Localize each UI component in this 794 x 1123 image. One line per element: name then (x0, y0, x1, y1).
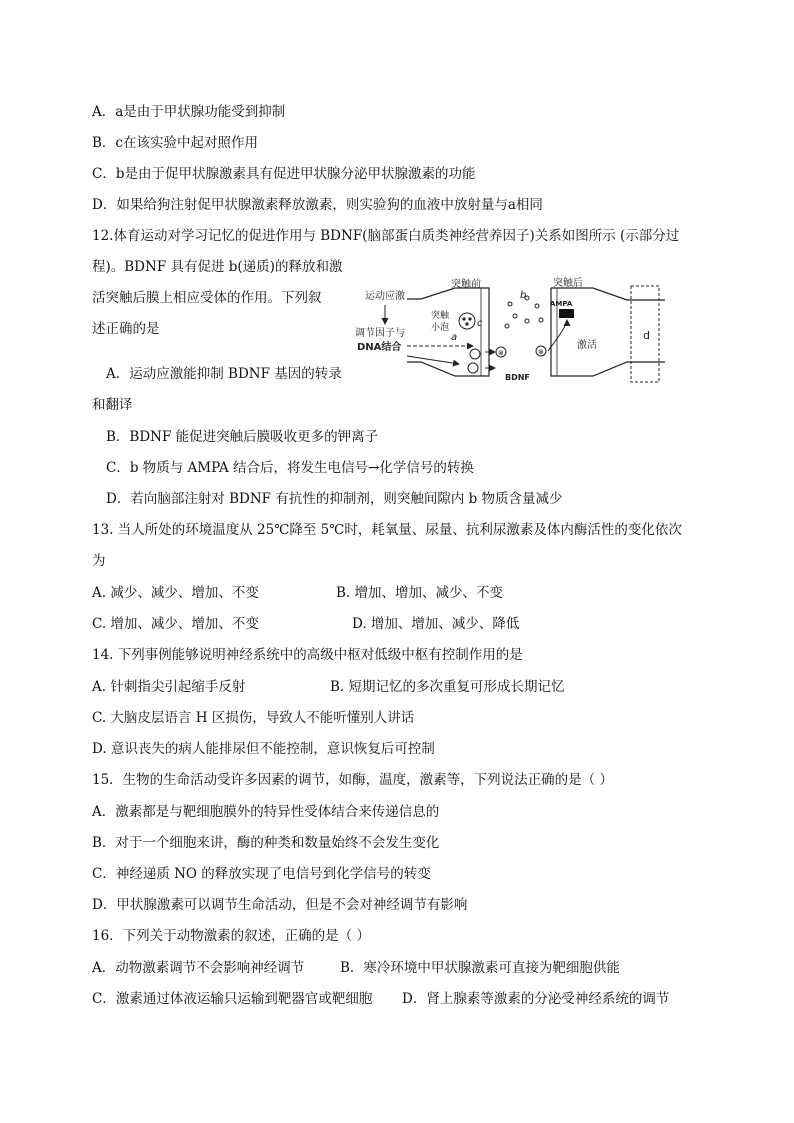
label-d: d (643, 329, 650, 342)
q11-option-c: C．b是由于促甲状腺激素具有促进甲状腺分泌甲状腺激素的功能 (92, 166, 476, 182)
q14-stem: 14. 下列事例能够说明神经系统中的高级中枢对低级中枢有控制作用的是 (92, 647, 523, 663)
q12-stem-line1: 12.体育运动对学习记忆的促进作用与 BDNF(脑部蛋白质类神经营养因子)关系如图所示 (示部分过 (92, 228, 680, 244)
label-b: b (520, 290, 527, 301)
q12-stem-line2: 程)。BDNF 具有促进 b(递质)的释放和激 (92, 259, 343, 275)
q12-option-a-line1: A．运动应激能抑制 BDNF 基因的转录 (106, 366, 342, 382)
label-exercise-stress: 运动应激 (365, 291, 405, 302)
label-a: a (451, 332, 458, 343)
label-c: c (477, 318, 483, 329)
q15-option-b: B．对于一个细胞来讲，酶的种类和数量始终不会发生变化 (92, 835, 440, 851)
label-ampa: AMPA (550, 300, 573, 308)
q14-option-a: A. 针刺指尖引起缩手反射 (92, 679, 246, 695)
q15-option-c: C．神经递质 NO 的释放实现了电信号到化学信号的转变 (92, 866, 431, 882)
q16-option-a: A．动物激素调节不会影响神经调节 (92, 960, 305, 976)
q11-option-d: D．如果给狗注射促甲状腺激素释放激素，则实验狗的血液中放射量与a相同 (92, 197, 543, 213)
q13-option-a: A. 减少、减少、增加、不变 (92, 585, 259, 601)
q16-option-c: C．激素通过体液运输只运输到靶器官或靶细胞 (92, 991, 373, 1007)
q12-option-a-line2: 和翻译 (92, 397, 133, 413)
q14-option-d: D. 意识丧失的病人能排尿但不能控制，意识恢复后可控制 (92, 741, 435, 757)
q14-option-c: C. 大脑皮层语言 H 区损伤，导致人不能听懂别人讲话 (92, 710, 415, 726)
q15-option-d: D．甲状腺激素可以调节生命活动，但是不会对神经调节有影响 (92, 897, 468, 913)
q12-option-b: B．BDNF 能促进突触后膜吸收更多的钾离子 (106, 429, 379, 445)
q12-option-c: C．b 物质与 AMPA 结合后，将发生电信号→化学信号的转换 (106, 460, 474, 476)
q13-option-c: C. 增加、减少、增加、不变 (92, 616, 259, 632)
q16-stem: 16．下列关于动物激素的叙述，正确的是（ ） (92, 928, 370, 944)
q13-stem-line1: 13. 当人所处的环境温度从 25℃降至 5℃时，耗氧量、尿量、抗利尿激素及体内酶活性的变化依次 (92, 522, 682, 538)
label-vesicle-2: 小泡 (431, 323, 450, 333)
q15-option-a: A．激素都是与靶细胞膜外的特异性受体结合来传递信息的 (92, 804, 440, 820)
label-presynaptic: 突触前 (451, 279, 481, 290)
q12-stem-line4: 述正确的是 (92, 321, 160, 337)
q13-option-d: D. 增加、增加、减少、降低 (352, 616, 520, 632)
label-regulatory-factor: 调节因子与 (355, 328, 405, 339)
q16-option-d: D．肾上腺素等激素的分泌受神经系统的调节 (402, 991, 670, 1007)
q14-option-b: B. 短期记忆的多次重复可形成长期记忆 (330, 679, 565, 695)
label-bdnf: BDNF (505, 373, 530, 382)
svg-text:⊗: ⊗ (538, 348, 544, 356)
label-postsynaptic: 突触后 (553, 278, 583, 289)
svg-text:⊗: ⊗ (498, 349, 504, 357)
q11-option-b: B．c在该实验中起对照作用 (92, 135, 258, 151)
q12-option-d: D．若向脑部注射对 BDNF 有抗性的抑制剂，则突触间隙内 b 物质含量减少 (106, 491, 563, 507)
q16-option-b: B．寒冷环境中甲状腺激素可直接为靶细胞供能 (340, 960, 620, 976)
label-activate: 激活 (577, 340, 597, 351)
q12-stem-line3: 活突触后膜上相应受体的作用。下列叙 (92, 290, 322, 306)
q15-stem: 15．生物的生命活动受许多因素的调节，如酶，温度，激素等，下列说法正确的是（ ） (92, 772, 613, 788)
q13-option-b: B. 增加、增加、减少、不变 (336, 585, 504, 601)
q11-option-a: A．a是由于甲状腺功能受到抑制 (92, 104, 286, 120)
q13-stem-line2: 为 (92, 553, 106, 569)
label-vesicle-1: 突触 (431, 311, 450, 321)
label-dna-binding: DNA结合 (357, 342, 402, 353)
synapse-diagram (355, 276, 665, 388)
